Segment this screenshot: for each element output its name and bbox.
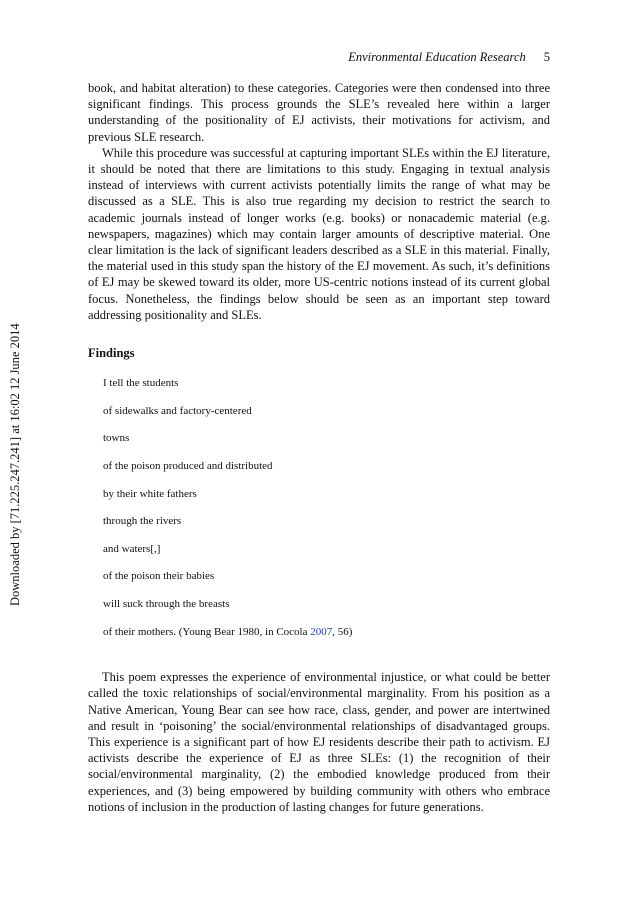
poem-line: towns: [103, 432, 130, 445]
poem-line: by their white fathers: [103, 487, 197, 500]
poem-line: will suck through the breasts: [103, 598, 230, 610]
citation-link-2007[interactable]: 2007: [310, 625, 333, 638]
poem-line: through the rivers: [103, 515, 182, 528]
poem-line: I tell the students: [103, 377, 179, 390]
article-body: [88, 80, 550, 815]
paragraph-limitations: While this procedure was successful at capturing important SLEs within the EJ literature, it should be noted that there are limitations to this study. Engaging in textual analysis instead of interviews with current activists potentially limits the range of what may be discussed as a SLE. This is also true regarding my decision to restrict the search to academic journals instead of longer works (e.g. books) or nonacademic material (e.g. newspapers, magazines) which may contain larger amounts of descriptive material. One clear limitation is the lack of significant leaders described as a SLE in this material. Finally, the material used in this study span the history of the EJ movement. As such, it’s definitions of EJ may be skewed toward its older, more US-centric notions instead of its current global focus. Nonetheless, the findings below should be seen as an important step toward addressing positionality and SLEs.: [88, 145, 550, 322]
download-watermark: Downloaded by [71.225.247.241] at 16:02 12 June 2014: [8, 323, 22, 606]
poem-quote: [103, 375, 550, 651]
running-header: [88, 50, 550, 65]
poem-line: of the poison produced and distributed: [103, 460, 273, 473]
paragraph-poem-analysis: This poem expresses the experience of environmental injustice, or what could be better called the toxic relationships of social/environmental marginality. From his position as a Native American, Young Bear can see how race, class, gender, and power are intertwined and result in ‘poisoning’ the social/environmental relationships of disadvantaged groups. This experience is a significant part of how EJ residents describe their path to activism. EJ activists describe the experience of EJ as three SLEs: (1) the recognition of their social/environmental marginality, (2) the embodied knowledge produced from their experiences, and (3) being empowered by building community with others who embrace notions of inclusion in the production of lasting changes for future generations.: [88, 670, 550, 814]
poem-line-citation: [103, 624, 550, 652]
poem-last-line: of their mothers. (Young Bear 1980, in Cocola: [103, 625, 311, 638]
poem-line: of sidewalks and factory-centered: [103, 404, 252, 417]
poem-line: of the poison their babies: [103, 570, 215, 583]
section-heading-findings: Findings: [88, 346, 135, 361]
journal-title: Environmental Education Research: [348, 50, 526, 64]
paragraph-methods-continued: book, and habitat alteration) to these categories. Categories were then condensed into three significant findings. This process grounds the SLE’s revealed here within a larger understanding of the positionality of EJ activists, their motivations for activism, and previous SLE research.: [88, 81, 550, 144]
poem-line: and waters[,]: [103, 542, 161, 555]
page-number: 5: [543, 50, 550, 64]
citation-page: , 56): [332, 625, 353, 638]
